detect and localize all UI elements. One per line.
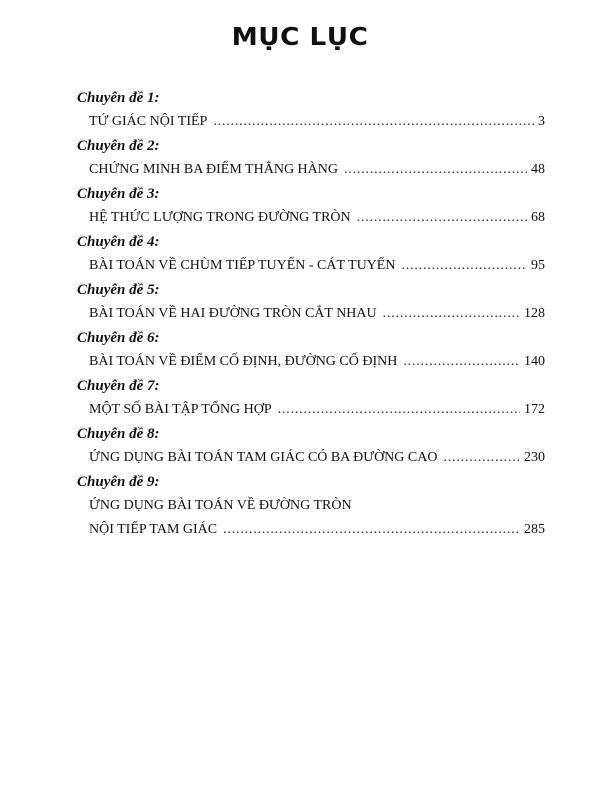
chapter-label: Chuyên đề 9: [77,474,160,490]
toc-entry-9[interactable] [77,470,545,542]
page-number: 230 [524,450,545,465]
page-number: 140 [524,354,545,369]
dot-leader [443,446,520,470]
page-number: 285 [524,522,545,537]
toc-line [77,206,545,230]
chapter-label: Chuyên đề 3: [77,186,160,202]
dot-leader [357,206,527,230]
page-title: MỤC LỤC [231,22,369,51]
chapter-label: Chuyên đề 1: [77,90,160,106]
toc-entry-7[interactable] [77,374,545,422]
dot-leader [344,158,527,182]
page-number: 68 [531,210,545,225]
toc-entry-3[interactable] [77,182,545,230]
dot-leader [278,398,520,422]
dot-leader [223,518,520,542]
toc-line [77,446,545,470]
toc-line [77,254,545,278]
table-of-contents [77,86,545,542]
dot-leader [403,350,520,374]
chapter-title: CHỨNG MINH BA ĐIỂM THẲNG HÀNG [89,162,338,177]
chapter-title: HỆ THỨC LƯỢNG TRONG ĐƯỜNG TRÒN [89,210,351,225]
chapter-title: ỨNG DỤNG BÀI TOÁN VỀ ĐƯỜNG TRÒN [89,498,352,513]
chapter-title: BÀI TOÁN VỀ ĐIỂM CỐ ĐỊNH, ĐƯỜNG CỐ ĐỊNH [89,354,398,369]
chapter-title: ỨNG DỤNG BÀI TOÁN TAM GIÁC CÓ BA ĐƯỜNG CAO [89,450,438,465]
chapter-title: BÀI TOÁN VỀ HAI ĐƯỜNG TRÒN CẮT NHAU [89,306,377,321]
page-number: 3 [538,114,545,129]
dot-leader [401,254,527,278]
dot-leader [383,302,520,326]
chapter-label: Chuyên đề 2: [77,138,160,154]
toc-line [77,110,545,134]
chapter-label: Chuyên đề 4: [77,234,160,250]
chapter-title: BÀI TOÁN VỀ CHÙM TIẾP TUYẾN - CÁT TUYẾN [89,258,396,273]
toc-line [77,350,545,374]
chapter-label: Chuyên đề 8: [77,426,160,442]
chapter-label: Chuyên đề 7: [77,378,160,394]
toc-line [77,158,545,182]
toc-entry-4[interactable] [77,230,545,278]
chapter-label: Chuyên đề 5: [77,282,160,298]
page-number: 172 [524,402,545,417]
chapter-title-continued: NỘI TIẾP TAM GIÁC [89,522,218,537]
toc-entry-8[interactable] [77,422,545,470]
dot-leader [213,110,534,134]
toc-line [77,518,545,542]
page-number: 95 [531,258,545,273]
toc-entry-6[interactable] [77,326,545,374]
page-number: 128 [524,306,545,321]
toc-line [77,494,545,518]
page-number: 48 [531,162,545,177]
toc-line [77,398,545,422]
toc-entry-2[interactable] [77,134,545,182]
chapter-label: Chuyên đề 6: [77,330,160,346]
toc-entry-1[interactable] [77,86,545,134]
toc-line [77,302,545,326]
chapter-title: TỨ GIÁC NỘI TIẾP [89,114,208,129]
toc-entry-5[interactable] [77,278,545,326]
chapter-title: MỘT SỐ BÀI TẬP TỔNG HỢP [89,402,272,417]
